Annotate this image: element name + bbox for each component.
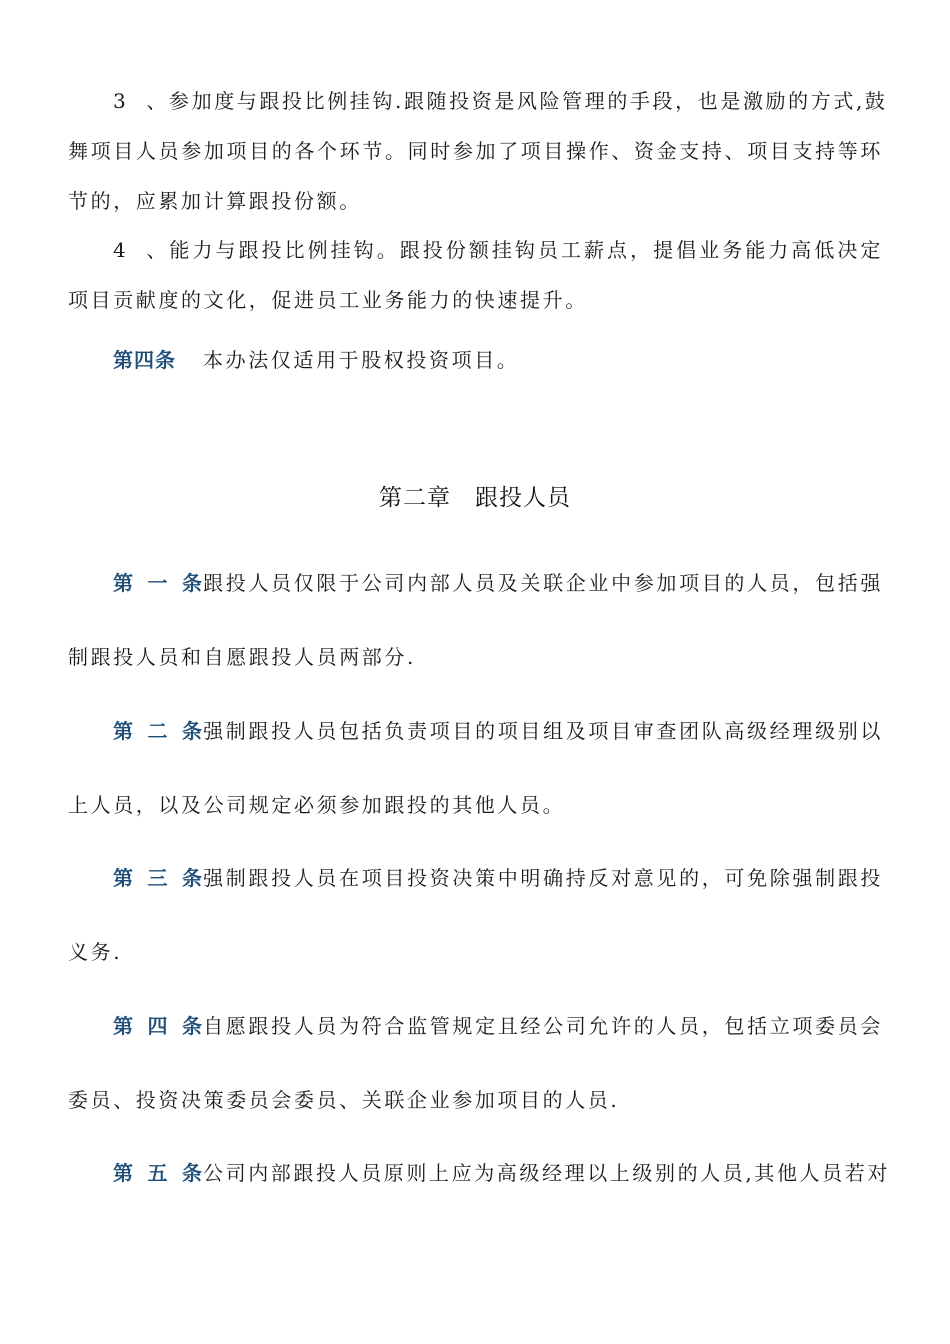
article-label: 第二条 <box>113 719 203 743</box>
item-4-number: 4、 <box>113 238 169 262</box>
item-3-line-3: 节的，应累加计算跟投份额。 <box>68 189 362 213</box>
article-text: 跟投人员仅限于公司内部人员及关联企业中参加项目的人员，包括强 <box>203 571 883 595</box>
article-4-line-1 <box>113 1011 883 1041</box>
item-4-text: 能力与跟投比例挂钩。跟投份额挂钩员工薪点，提倡业务能力高低决定 <box>169 238 883 262</box>
article-text: 公司内部跟投人员原则上应为高级经理以上级别的人员,其他人员若对 <box>203 1161 890 1185</box>
article-label: 第四条 <box>113 348 176 372</box>
item-3-text: 参加度与跟投比例挂钩.跟随投资是风险管理的手段，也是激励的方式,鼓 <box>169 89 888 113</box>
article-3-line-2: 义务. <box>68 940 123 964</box>
article-text: 强制跟投人员在项目投资决策中明确持反对意见的，可免除强制跟投 <box>203 866 883 890</box>
article-3-line-1 <box>113 863 883 893</box>
article-text: 强制跟投人员包括负责项目的项目组及项目审查团队高级经理级别以 <box>203 719 883 743</box>
article-label: 第四条 <box>113 1014 203 1038</box>
article-5-line-1 <box>113 1158 890 1188</box>
chapter-number: 第二章 <box>379 485 451 511</box>
item-3-number: 3、 <box>113 89 169 113</box>
article-1-line-1 <box>113 568 883 598</box>
article-text: 自愿跟投人员为符合监管规定且经公司允许的人员，包括立项委员会 <box>203 1014 883 1038</box>
article-4-line-2: 委员、投资决策委员会委员、关联企业参加项目的人员. <box>68 1088 620 1112</box>
article-4-scope <box>113 345 883 375</box>
item-4-line-2: 项目贡献度的文化，促进员工业务能力的快速提升。 <box>68 288 588 312</box>
article-2-line-1 <box>113 716 883 746</box>
article-2-line-2: 上人员，以及公司规定必须参加跟投的其他人员。 <box>68 793 566 817</box>
item-3-line-2: 舞项目人员参加项目的各个环节。同时参加了项目操作、资金支持、项目支持等环 <box>68 139 883 163</box>
article-text: 本办法仅适用于股权投资项目。 <box>203 348 520 372</box>
article-1-line-2: 制跟投人员和自愿跟投人员两部分. <box>68 645 416 669</box>
chapter-heading <box>0 482 950 514</box>
chapter-title: 跟投人员 <box>475 485 571 511</box>
article-label: 第一条 <box>113 571 203 595</box>
article-label: 第三条 <box>113 866 203 890</box>
article-label: 第五条 <box>113 1161 203 1185</box>
item-3-line-1 <box>113 86 888 116</box>
item-4-line-1 <box>113 235 883 265</box>
